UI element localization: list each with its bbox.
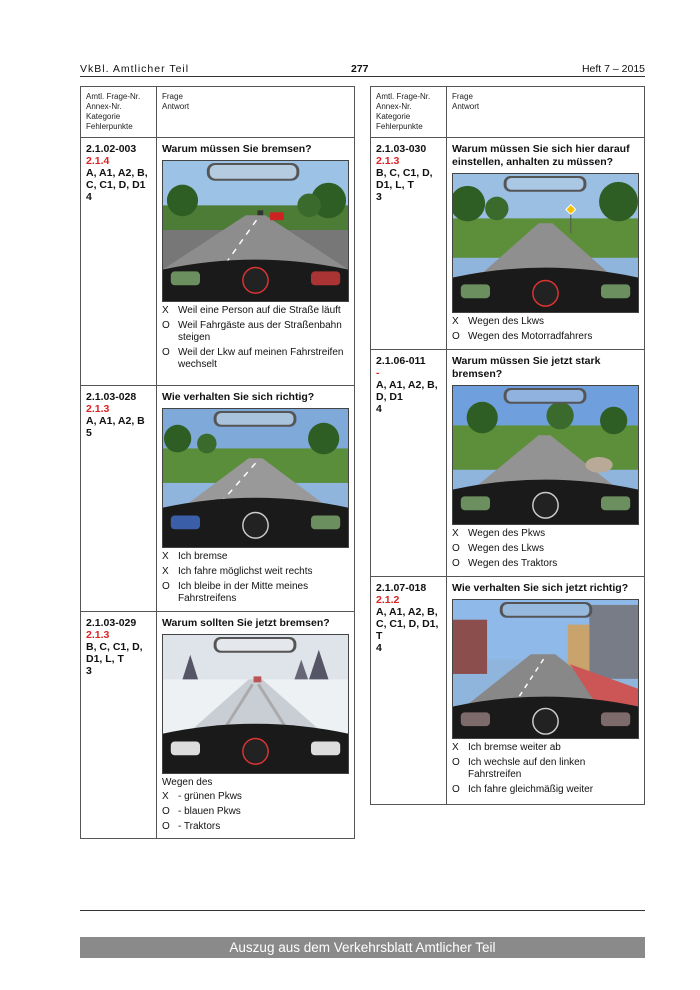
answer-option: X Weil eine Person auf die Straße läuft xyxy=(162,305,341,316)
categories: B, C, C1, D, D1, L, T xyxy=(376,167,433,191)
categories: A, A1, A2, B xyxy=(86,415,145,427)
answer-option: O Weil Fahrgäste aus der Straßenbahn steigen xyxy=(162,320,342,343)
categories: A, A1, A2, B, D, D1 xyxy=(376,379,438,403)
question-number: 2.1.03-030 xyxy=(376,143,427,155)
driving-scene-image xyxy=(162,408,349,548)
question-body xyxy=(447,138,645,350)
answer-option: O Wegen des Lkws xyxy=(452,543,544,554)
answer-option: X Ich bremse weiter ab xyxy=(452,742,561,753)
question-body xyxy=(157,138,355,386)
question-meta xyxy=(81,138,157,386)
question-row xyxy=(81,612,355,839)
answer-option: O Wegen des Traktors xyxy=(452,558,558,569)
answer-option: O - Traktors xyxy=(162,821,221,832)
error-points: 3 xyxy=(376,191,382,203)
annex-number: 2.1.3 xyxy=(376,155,400,167)
categories: A, A1, A2, B, C, C1, D, D1 xyxy=(86,167,148,191)
question-row xyxy=(81,386,355,612)
annex-number: - xyxy=(376,367,380,379)
answer-option: X Wegen des Lkws xyxy=(452,316,544,327)
question-text: Warum sollten Sie jetzt bremsen? xyxy=(162,617,330,629)
question-meta xyxy=(371,138,447,350)
question-text: Wie verhalten Sie sich jetzt richtig? xyxy=(452,582,629,594)
driving-scene-image xyxy=(162,634,349,774)
question-text: Warum müssen Sie bremsen? xyxy=(162,143,312,155)
error-points: 4 xyxy=(376,642,382,654)
question-body xyxy=(447,350,645,577)
question-text: Warum müssen Sie sich hier darauf einstellen, anhalten zu müssen? xyxy=(452,143,630,168)
question-table-left xyxy=(80,86,355,839)
question-body xyxy=(157,612,355,839)
question-meta xyxy=(81,386,157,612)
answer-option: O Weil der Lkw auf meinen Fahrstreifen wechselt xyxy=(162,347,344,370)
footer-divider xyxy=(80,910,645,911)
question-number: 2.1.06-011 xyxy=(376,355,426,367)
answer-intro: Wegen des xyxy=(162,777,213,788)
table-header xyxy=(81,87,355,138)
driving-scene-image xyxy=(162,160,349,302)
question-table-right xyxy=(370,86,645,805)
question-header: Frage Antwort xyxy=(157,87,355,138)
answer-option: O - blauen Pkws xyxy=(162,806,241,817)
question-text: Wie verhalten Sie sich richtig? xyxy=(162,391,315,403)
error-points: 5 xyxy=(86,427,92,439)
question-number: 2.1.07-018 xyxy=(376,582,427,594)
categories: A, A1, A2, B, C, C1, D, D1, T xyxy=(376,606,439,642)
annex-number: 2.1.2 xyxy=(376,594,400,606)
question-number: 2.1.03-028 xyxy=(86,391,137,403)
page-footer: Auszug aus dem Verkehrsblatt Amtlicher Teil xyxy=(80,937,645,958)
driving-scene-image xyxy=(452,173,639,313)
question-row xyxy=(371,350,645,577)
error-points: 4 xyxy=(376,403,382,415)
meta-header: Amtl. Frage-Nr. Annex-Nr. Kategorie Fehlerpunkte xyxy=(81,87,157,138)
answer-option: O Ich fahre gleichmäßig weiter xyxy=(452,784,594,795)
question-number: 2.1.02-003 xyxy=(86,143,137,155)
answer-option: X Ich fahre möglichst weit rechts xyxy=(162,566,313,577)
table-header xyxy=(371,87,645,138)
meta-header: Amtl. Frage-Nr. Annex-Nr. Kategorie Fehlerpunkte xyxy=(371,87,447,138)
error-points: 4 xyxy=(86,191,92,203)
question-row xyxy=(81,138,355,386)
categories: B, C, C1, D, D1, L, T xyxy=(86,641,143,665)
driving-scene-image xyxy=(452,385,639,525)
answer-option: O Wegen des Motorradfahrers xyxy=(452,331,593,342)
page-number: 277 xyxy=(351,63,369,75)
answer-option: O Ich bleibe in der Mitte meines Fahrstreifens xyxy=(162,581,309,604)
issue-label: Heft 7 – 2015 xyxy=(581,63,645,75)
question-text: Warum müssen Sie jetzt stark bremsen? xyxy=(452,355,601,380)
journal-title: VkBl. Amtlicher Teil xyxy=(80,63,190,75)
answer-option: X Wegen des Pkws xyxy=(452,528,546,539)
question-number: 2.1.03-029 xyxy=(86,617,137,629)
annex-number: 2.1.3 xyxy=(86,629,110,641)
page-header xyxy=(80,61,645,77)
error-points: 3 xyxy=(86,665,92,677)
question-body xyxy=(447,577,645,805)
question-header: Frage Antwort xyxy=(447,87,645,138)
answer-option: X Ich bremse xyxy=(162,551,228,562)
answer-option: X - grünen Pkws xyxy=(162,791,242,802)
question-row xyxy=(371,577,645,805)
question-meta xyxy=(81,612,157,839)
question-meta xyxy=(371,350,447,577)
annex-number: 2.1.4 xyxy=(86,155,110,167)
annex-number: 2.1.3 xyxy=(86,403,110,415)
question-body xyxy=(157,386,355,612)
question-row xyxy=(371,138,645,350)
driving-scene-image xyxy=(452,599,639,739)
answer-option: O Ich wechsle auf den linken Fahrstreifen xyxy=(452,757,586,780)
question-meta xyxy=(371,577,447,805)
